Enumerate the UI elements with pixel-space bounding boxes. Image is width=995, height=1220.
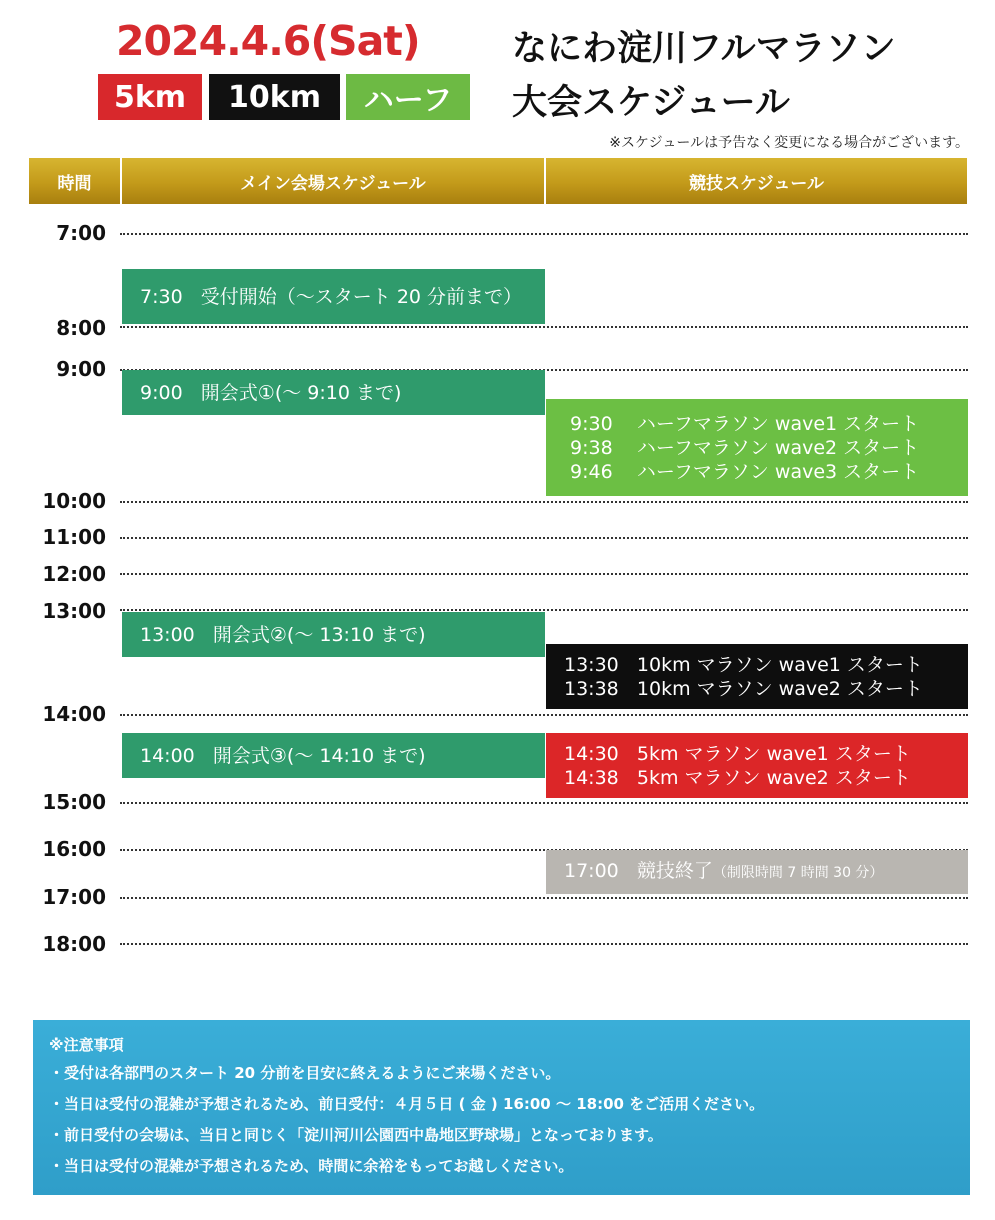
time-label: 8:00 (56, 316, 106, 340)
page-title-line1: なにわ淀川フルマラソン (512, 29, 896, 69)
notice-item: ・当日は受付の混雑が予想されるため、前日受付：４月５日 ( 金 ) 16:00 〜 18:00 をご活用ください。 (49, 1095, 765, 1113)
notice-box (33, 1020, 970, 1195)
main-event-opening-3 (122, 733, 545, 778)
competition-event-5km (546, 733, 968, 798)
notice-item: ・当日は受付の混雑が予想されるため、時間に余裕をもってお越しください。 (49, 1157, 574, 1175)
time-gridline (120, 714, 968, 716)
time-label: 7:00 (56, 221, 106, 245)
category-badge-5km: 5km (98, 74, 202, 120)
notice-item: ・前日受付の会場は、当日と同じく「淀川河川公園西中島地区野球場」となっております。 (49, 1126, 663, 1144)
column-header-competition: 競技スケジュール (546, 158, 967, 204)
time-label: 9:00 (56, 357, 106, 381)
time-label: 17:00 (42, 885, 106, 909)
time-label: 14:00 (42, 702, 106, 726)
notice-title: ※注意事項 (49, 1036, 124, 1054)
time-gridline (120, 573, 968, 575)
time-gridline (120, 609, 968, 611)
event-text: 13:00 開会式②(〜 13:10 まで) (140, 623, 426, 646)
event-text: 7:30 受付開始（〜スタート 20 分前まで） (140, 285, 523, 308)
main-event-opening-1 (122, 370, 545, 415)
competition-event-10km (546, 644, 968, 709)
time-limit-note: （制限時間 7 時間 30 分） (712, 865, 884, 881)
time-label: 12:00 (42, 562, 106, 586)
column-header-time: 時間 (29, 158, 120, 204)
notice-item: ・受付は各部門のスタート 20 分前を目安に終えるようにご来場ください。 (49, 1064, 561, 1082)
time-gridline (120, 501, 968, 503)
event-line: 13:30 10km マラソン wave1 スタート (564, 653, 923, 676)
time-gridline (120, 326, 968, 328)
column-header-main-venue: メイン会場スケジュール (122, 158, 544, 204)
event-line: 14:30 5km マラソン wave1 スタート (564, 742, 911, 765)
page-title-line2: 大会スケジュール (512, 83, 790, 123)
time-label: 10:00 (42, 489, 106, 513)
main-event-opening-2 (122, 612, 545, 657)
time-label: 18:00 (42, 932, 106, 956)
time-gridline (120, 943, 968, 945)
category-badge-half: ハーフ (346, 74, 470, 120)
time-label: 15:00 (42, 790, 106, 814)
event-line: 9:46 ハーフマラソン wave3 スタート (570, 460, 920, 483)
main-event-reception (122, 269, 545, 324)
event-line: 17:00 競技終了（制限時間 7 時間 30 分） (564, 860, 884, 882)
time-gridline (120, 897, 968, 899)
time-gridline (120, 802, 968, 804)
event-text: 14:00 開会式③(〜 14:10 まで) (140, 744, 426, 767)
event-line: 9:30 ハーフマラソン wave1 スタート (570, 412, 920, 435)
competition-event-half (546, 399, 968, 496)
event-text: 9:00 開会式①(〜 9:10 まで) (140, 381, 402, 404)
page-title (512, 22, 896, 130)
event-line: 13:38 10km マラソン wave2 スタート (564, 677, 923, 700)
time-label: 13:00 (42, 599, 106, 623)
time-gridline (120, 233, 968, 235)
time-label: 16:00 (42, 837, 106, 861)
category-badge-10km: 10km (209, 74, 340, 120)
competition-event-end (546, 850, 968, 894)
time-label: 11:00 (42, 525, 106, 549)
event-line: 9:38 ハーフマラソン wave2 スタート (570, 436, 920, 459)
event-date: 2024.4.6(Sat) (116, 17, 420, 65)
schedule-change-note: ※スケジュールは予告なく変更になる場合がございます。 (609, 135, 969, 151)
event-line: 14:38 5km マラソン wave2 スタート (564, 766, 911, 789)
time-gridline (120, 537, 968, 539)
